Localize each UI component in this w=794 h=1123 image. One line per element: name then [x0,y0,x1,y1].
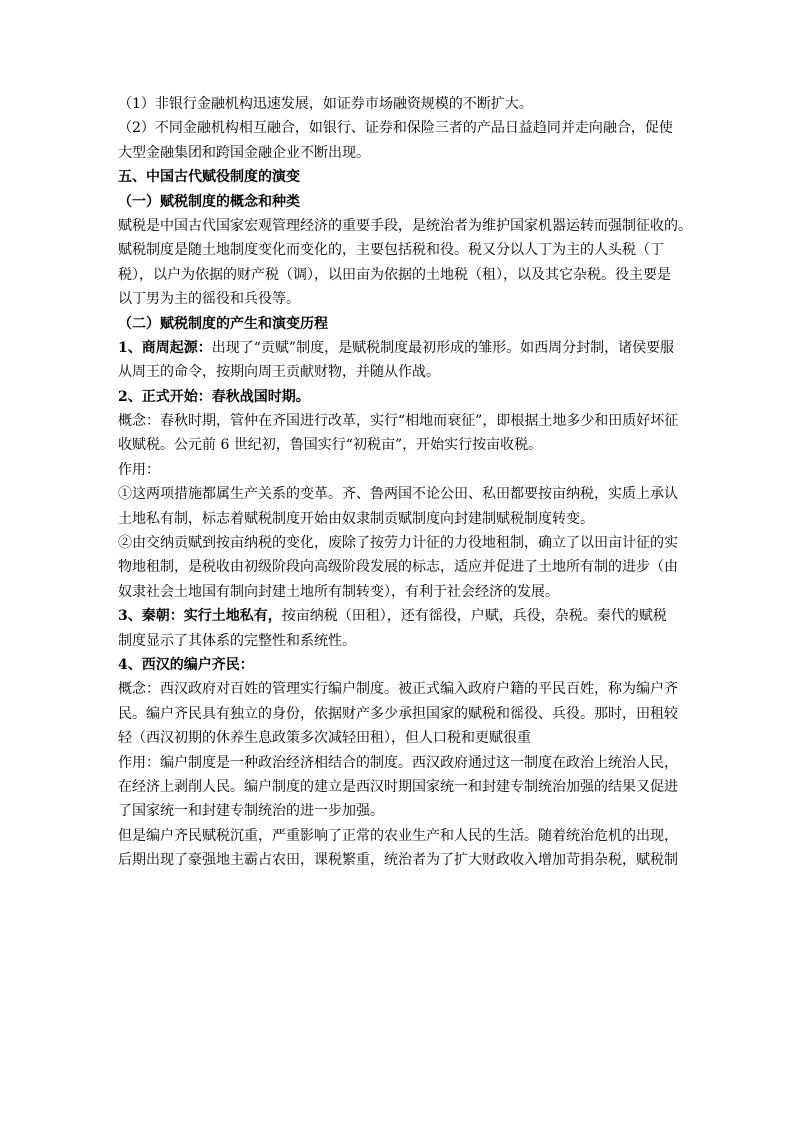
text-line-18: 土地私有制，标志着赋税制度开始由奴隶制贡赋制度向封建制赋税制度转变。 [118,510,594,527]
item-3-label: 3、秦朝：实行土地私有， [118,608,282,625]
item-4-heading: 4、西汉的编户齐民： [118,656,254,673]
item-1-label: 1、商周起源： [118,339,212,356]
text-line-28: 作用：编户制度是一种政治经济相结合的制度。西汉政府通过这一制度在政治上统治人民， [118,754,678,771]
text-line-2: （2）不同金融机构相互融合，如银行、证券和保险三者的产品日益趋同并走向融合，促使 [118,120,673,137]
text-line-8: 税），以户为依据的财产税（调），以田亩为依据的土地税（租），以及其它杂税。役主要是 [118,266,671,283]
subheading-1: （一）赋税制度的概念和种类 [118,193,300,210]
text-line-26: 民。编户齐民具有独立的身份，依据财产多少承担国家的赋税和徭役、兵役。那时，田租较 [118,705,678,722]
text-line-19: ②由交纳贡赋到按亩纳税的变化，废除了按劳力计征的力役地租制，确立了以田亩计征的实 [118,535,678,552]
text-line-9: 以丁男为主的徭役和兵役等。 [118,291,300,308]
text-line-11 [118,336,678,360]
text-line-17: ①这两项措施都属生产关系的变革。齐、鲁两国不论公田、私田都要按亩纳税，实质上承认 [118,486,678,503]
item-3-text: 按亩纳税（田租），还有徭役，户赋，兵役，杂税。秦代的赋税 [281,608,667,625]
text-line-14: 概念：春秋时期，管仲在齐国进行改革，实行“相地而衰征”，即根据土地多少和田质好坏征 [118,413,679,430]
text-line-29: 在经济上剥削人民。编户制度的建立是西汉时期国家统一和封建专制统治加强的结果又促进 [118,778,678,795]
item-1-text: 出现了“贡赋”制度，是赋税制度最初形成的雏形。如西周分封制，诸侯要服 [211,339,675,356]
item-2-heading: 2、正式开始：春秋战国时期。 [118,388,310,405]
text-line-7: 赋税制度是随土地制度变化而变化的，主要包括税和役。税又分以人丁为主的人头税（丁 [118,242,664,259]
text-line-25: 概念：西汉政府对百姓的管理实行编户制度。被正式编入政府户籍的平民百姓，称为编户齐 [118,681,678,698]
text-line-15: 收赋税。公元前 6 世纪初，鲁国实行“初税亩”，开始实行按亩收税。 [118,437,543,454]
text-line-27: 轻（西汉初期的休养生息政策多次减轻田租），但人口税和更赋很重 [118,730,531,747]
text-line-12: 从周王的命令，按期向周王贡献财物，并随从作战。 [118,364,440,381]
text-line-21: 奴隶社会土地国有制向封建土地所有制转变），有利于社会经济的发展。 [118,583,559,600]
section-heading-5: 五、中国古代赋役制度的演变 [118,169,300,186]
text-line-16: 作用： [118,461,160,478]
text-line-30: 了国家统一和封建专制统治的进一步加强。 [118,803,384,820]
text-line-20: 物地租制，是税收由初级阶段向高级阶段发展的标志，适应并促进了土地所有制的进步（由 [118,559,678,576]
text-line-23: 制度显示了其体系的完整性和系统性。 [118,632,356,649]
text-line-3: 大型金融集团和跨国金融企业不断出现。 [118,144,370,161]
text-line-32: 后期出现了豪强地主霸占农田，课税繁重，统治者为了扩大财政收入增加苛捐杂税，赋税制 [118,852,678,869]
text-line-31: 但是编户齐民赋税沉重，严重影响了正常的农业生产和人民的生活。随着统治危机的出现， [118,827,678,844]
subheading-2: （二）赋税制度的产生和演变历程 [118,315,328,332]
text-line-1: （1）非银行金融机构迅速发展，如证券市场融资规模的不断扩大。 [118,96,533,112]
text-line-6: 赋税是中国古代国家宏观管理经济的重要手段，是统治者为维护国家机器运转而强制征收的。 [118,217,692,234]
text-line-22 [118,604,678,628]
document-page [118,92,692,873]
